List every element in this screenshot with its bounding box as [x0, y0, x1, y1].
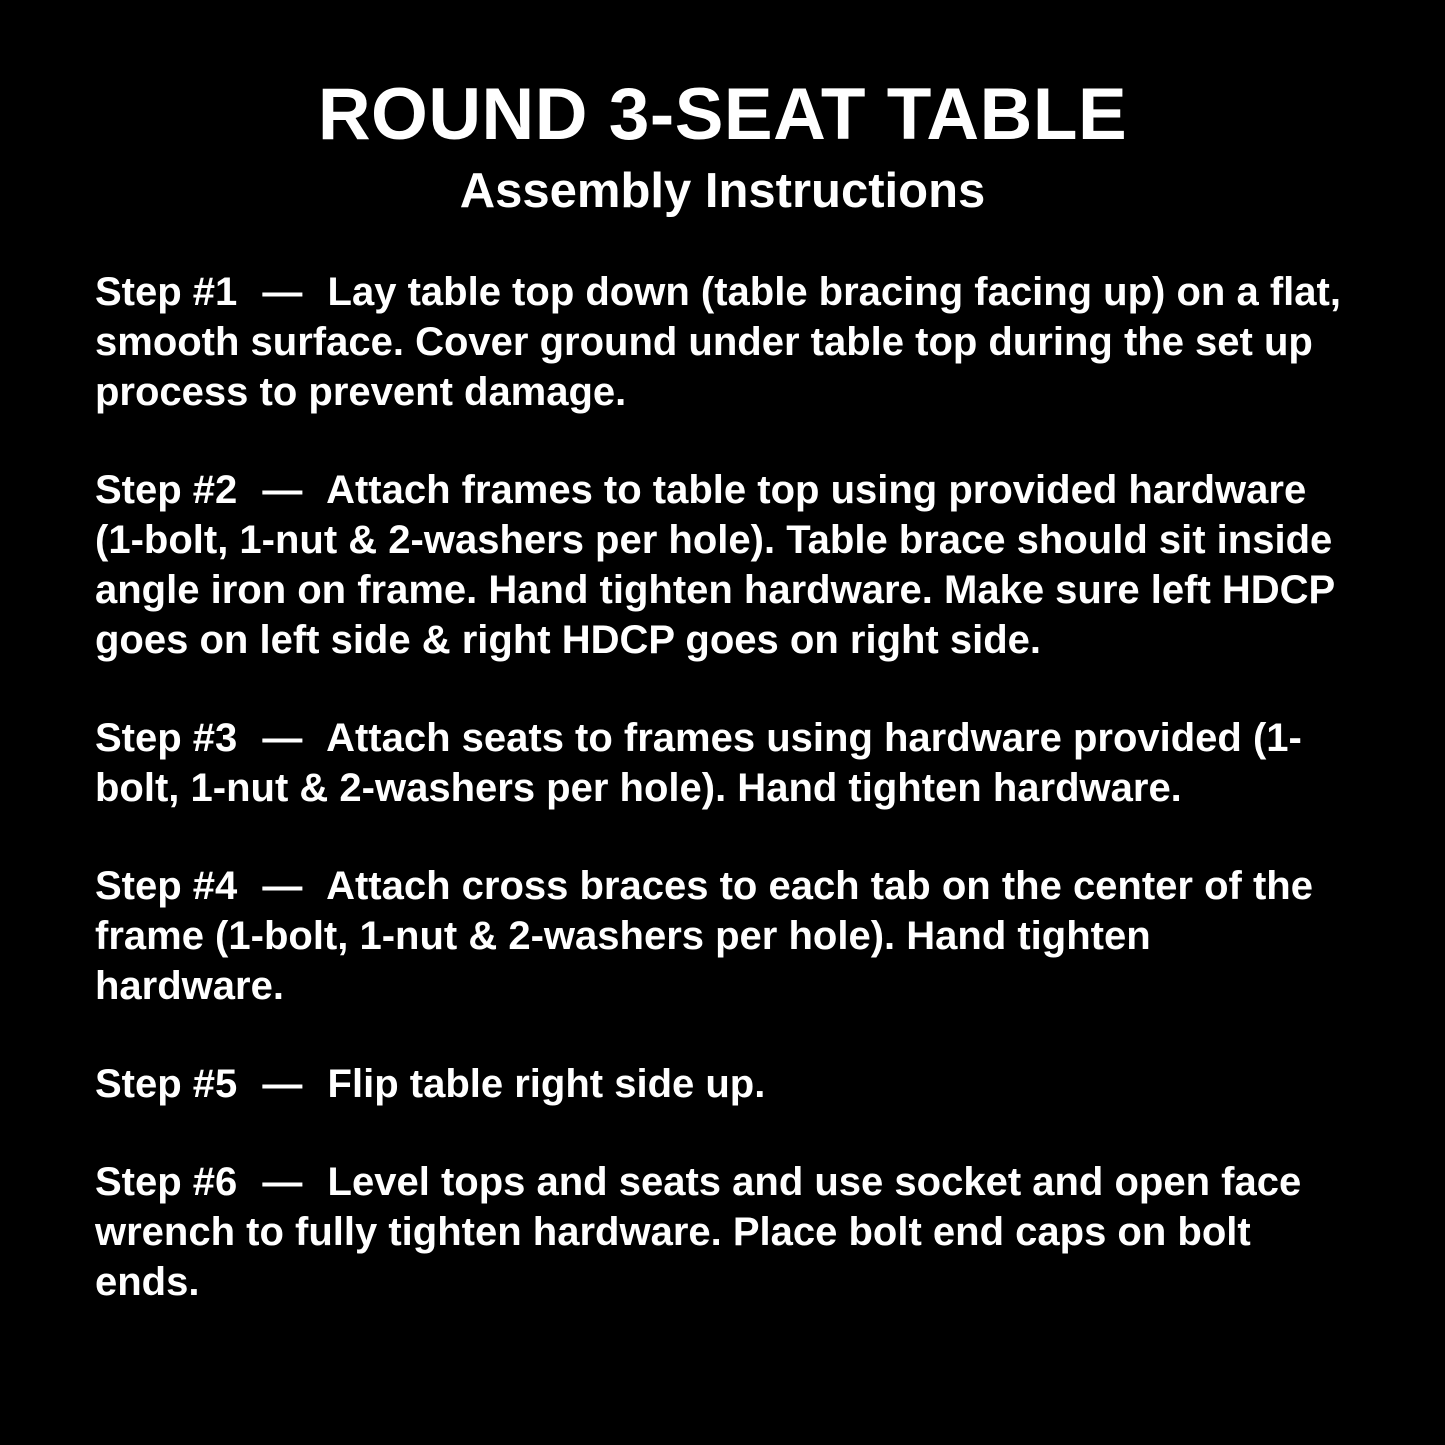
step-text: Flip table right side up.	[327, 1061, 766, 1106]
step-paragraph-1	[95, 267, 1350, 417]
step-text: Level tops and seats and use socket and open face wrench to fully tighten hardware. Place bolt end caps on bolt ends.	[95, 1159, 1302, 1304]
step-dash: —	[262, 269, 303, 314]
step-text: Attach cross braces to each tab on the center of the frame (1-bolt, 1-nut & 2-washers per hole). Hand tighten hardware.	[95, 863, 1313, 1008]
step-paragraph-3	[95, 713, 1350, 813]
step-dash: —	[262, 467, 303, 512]
step-dash: —	[262, 1061, 303, 1106]
step-text: Lay table top down (table bracing facing up) on a flat, smooth surface. Cover ground under table top during the set up process to prevent damage.	[95, 269, 1341, 414]
step-label: Step #2	[95, 467, 238, 512]
step-text: Attach seats to frames using hardware provided (1-bolt, 1-nut & 2-washers per hole). Hand tighten hardware.	[95, 715, 1302, 810]
step-label: Step #1	[95, 269, 238, 314]
steps-list	[95, 267, 1350, 1307]
page-subtitle: Assembly Instructions	[459, 164, 986, 218]
step-dash: —	[262, 715, 303, 760]
step-paragraph-4	[95, 861, 1350, 1011]
step-paragraph-6	[95, 1157, 1350, 1307]
step-paragraph-2	[95, 465, 1350, 665]
step-dash: —	[262, 1159, 303, 1204]
step-label: Step #3	[95, 715, 238, 760]
step-label: Step #5	[95, 1061, 238, 1106]
page-title: ROUND 3-SEAT TABLE	[317, 74, 1128, 155]
step-label: Step #4	[95, 863, 238, 908]
step-text: Attach frames to table top using provided hardware (1-bolt, 1-nut & 2-washers per hole). Table brace should sit inside angle iron on frame. Hand tighten hardware. Make sure left HDCP goes on left side & right HDCP goes on right side.	[95, 467, 1335, 662]
step-label: Step #6	[95, 1159, 238, 1204]
step-dash: —	[262, 863, 303, 908]
step-paragraph-5	[95, 1059, 1350, 1109]
